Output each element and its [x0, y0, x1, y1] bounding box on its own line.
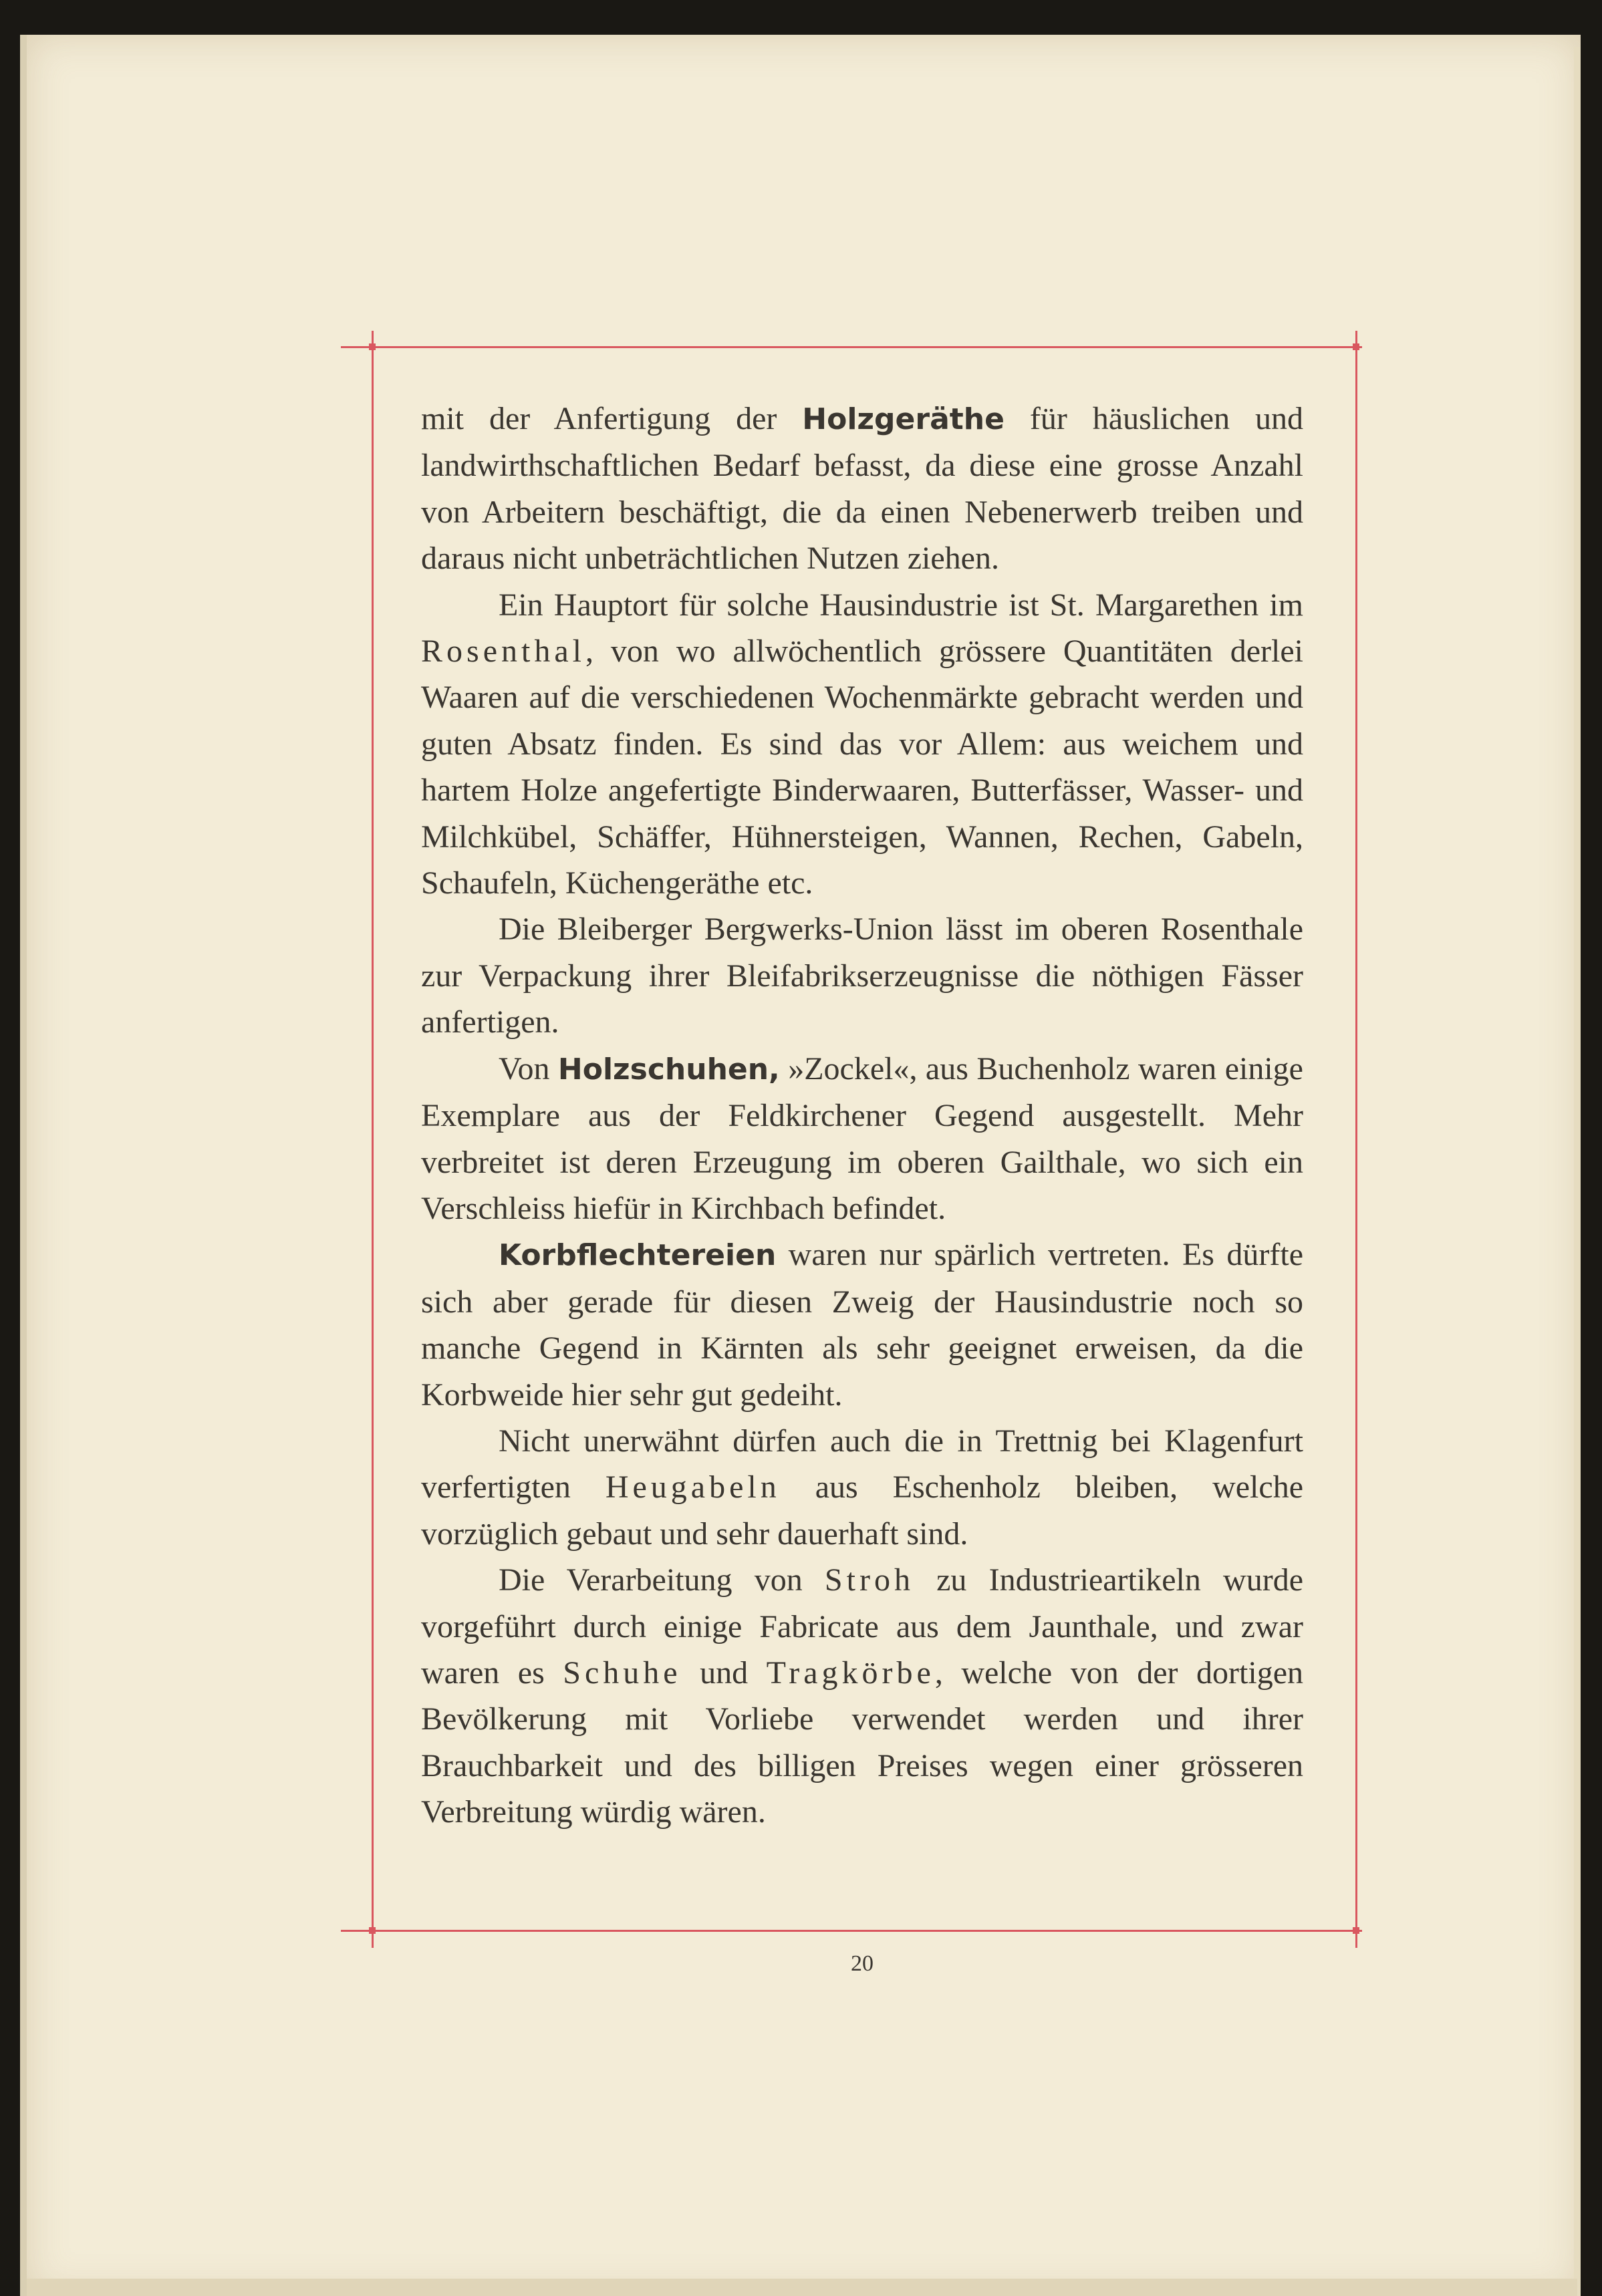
paragraph — [421, 1418, 1303, 1557]
spaced-term: Tragkörbe — [766, 1655, 935, 1691]
text-run: und — [681, 1655, 767, 1691]
frame-left-rule — [372, 331, 374, 1948]
text-run: Von — [499, 1050, 558, 1087]
paragraph — [421, 396, 1303, 582]
text-run: Die Verarbeitung von — [499, 1562, 825, 1598]
paragraph — [421, 1232, 1303, 1418]
page-number: 20 — [851, 1951, 874, 1976]
spaced-term: Schuhe — [563, 1655, 682, 1691]
text-run: für häuslichen und landwirthschaftlichen Bedarf befasst, da diese eine grosse Anzahl von Arbeitern beschäftigt, die da einen Nebenerwerb treiben und daraus nicht unbeträchtlichen Nutzen ziehen. — [421, 401, 1304, 577]
frame-right-rule — [1355, 331, 1357, 1948]
frame-top-rule — [341, 346, 1362, 348]
bold-term: Holzschuhen, — [557, 1052, 780, 1087]
spaced-term: Rosenthal — [421, 633, 585, 670]
page-edge-bottom — [27, 2279, 1577, 2296]
corner-ornament-bottom-left — [369, 1927, 376, 1934]
text-run: waren nur spärlich vertreten. Es dürfte sich aber gerade für diesen Zweig der Hausindustrie noch so manche Gegend in Kärnten als sehr geeignet erweisen, da die Korbweide hier sehr gut gedeiht. — [421, 1237, 1303, 1413]
text-run: Die Bleiberger Bergwerks-Union lässt im oberen Rosenthale zur Verpackung ihrer Bleifabrikserzeugnisse die nöthigen Fässer anfertigen. — [421, 911, 1303, 1040]
text-run: Ein Hauptort für solche Hausindustrie ist St. Margarethen im — [499, 587, 1303, 623]
text-run: , von wo allwöchentlich grössere Quantitäten derlei Waaren auf die verschiedenen Wochenmärkte gebracht werden und guten Absatz finden. Es sind das vor Allem: aus weichem und hartem Holze angefertigte Binderwaaren, Butterfässer, Wasser- und Milchkübel, Schäffer, Hühnersteigen, Wannen, Rechen, Gabeln, Schaufeln, Küchengeräthe etc. — [421, 633, 1303, 901]
corner-ornament-top-left — [369, 343, 376, 350]
spaced-term: Heugabeln — [605, 1469, 781, 1505]
body-text — [421, 396, 1303, 1836]
text-run: Nicht unerwähnt dürfen auch die in Trettnig bei Klagenfurt verfertigten — [421, 1423, 1303, 1505]
text-run: zu Industrieartikeln wurde vorgeführt durch einige Fabricate aus dem Jaunthale, und zwar waren es — [421, 1562, 1303, 1691]
paragraph — [421, 582, 1303, 907]
paragraph — [421, 1557, 1303, 1835]
corner-ornament-top-right — [1353, 343, 1359, 350]
text-run: »Zockel«, aus Buchenholz waren einige Exemplare aus der Feldkirchener Gegend ausgestellt. Mehr verbreitet ist deren Erzeugung im oberen Gailthale, wo sich ein Verschleiss hiefür in Kirchbach befindet. — [421, 1050, 1303, 1226]
corner-ornament-bottom-right — [1353, 1927, 1359, 1934]
paragraph — [421, 1046, 1303, 1232]
paragraph — [421, 906, 1303, 1045]
text-run: , welche von der dortigen Bevölkerung mit Vorliebe verwendet werden und ihrer Brauchbarkeit und des billigen Preises wegen einer grösseren Verbreitung würdig wären. — [421, 1655, 1303, 1830]
bold-term: Korbflechtereien — [499, 1238, 777, 1273]
spaced-term: Stroh — [824, 1562, 914, 1598]
text-run: aus Eschenholz bleiben, welche vorzüglich gebaut und sehr dauerhaft sind. — [421, 1469, 1303, 1552]
text-run: mit der Anfertigung der — [421, 401, 803, 436]
page-edge-right — [1574, 47, 1581, 2296]
bold-term: Holzgeräthe — [802, 402, 1005, 436]
frame-bottom-rule — [341, 1930, 1362, 1932]
